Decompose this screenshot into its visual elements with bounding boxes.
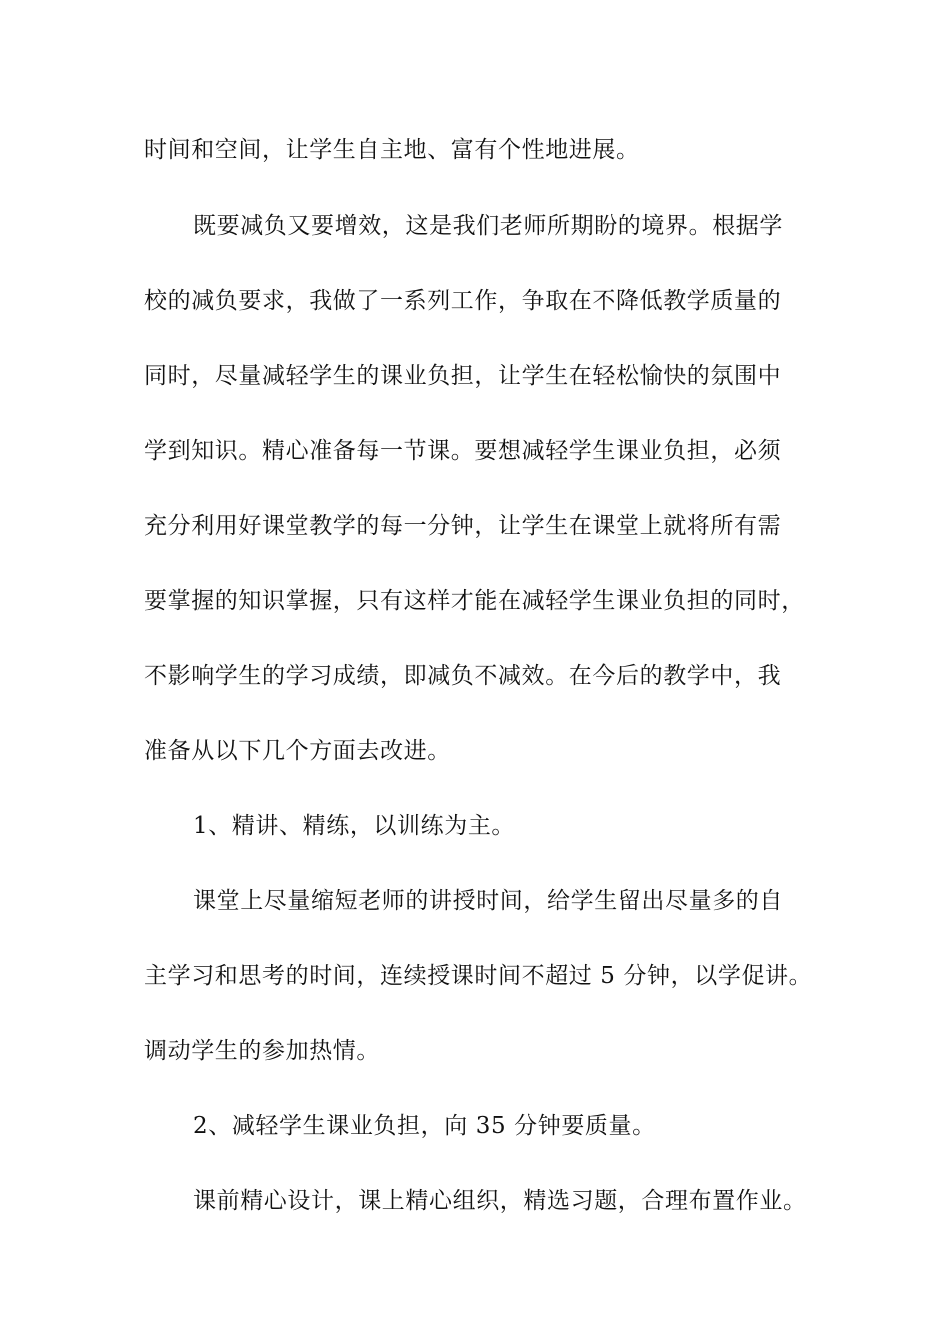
text-line-8: 不影响学生的学习成绩，即减负不减效。在今后的教学中，我: [144, 663, 782, 689]
text-line-13: 调动学生的参加热情。: [144, 1038, 380, 1064]
text-line-4: 同时，尽量减轻学生的课业负担，让学生在轻松愉快的氛围中: [144, 363, 782, 389]
text-line-9: 准备从以下几个方面去改进。: [144, 738, 451, 764]
text-line-14: 2、减轻学生课业负担，向 35 分钟要质量。: [193, 1113, 656, 1139]
text-line-3: 校的减负要求，我做了一系列工作，争取在不降低教学质量的: [144, 288, 782, 314]
text-line-15: 课前精心设计，课上精心组织，精选习题，合理布置作业。: [193, 1188, 807, 1214]
text-line-5: 学到知识。精心准备每一节课。要想减轻学生课业负担，必须: [144, 438, 782, 464]
text-line-10: 1、精讲、精练，以训练为主。: [193, 813, 516, 839]
text-line-2: 既要减负又要增效，这是我们老师所期盼的境界。根据学: [193, 213, 783, 239]
text-line-1: 时间和空间，让学生自主地、富有个性地进展。: [144, 137, 640, 163]
text-line-7: 要掌握的知识掌握，只有这样才能在减轻学生课业负担的同时，: [144, 588, 805, 614]
text-line-6: 充分利用好课堂教学的每一分钟，让学生在课堂上就将所有需: [144, 513, 782, 539]
text-line-11: 课堂上尽量缩短老师的讲授时间，给学生留出尽量多的自: [193, 888, 783, 914]
text-line-12: 主学习和思考的时间，连续授课时间不超过 5 分钟，以学促讲。: [144, 963, 813, 989]
